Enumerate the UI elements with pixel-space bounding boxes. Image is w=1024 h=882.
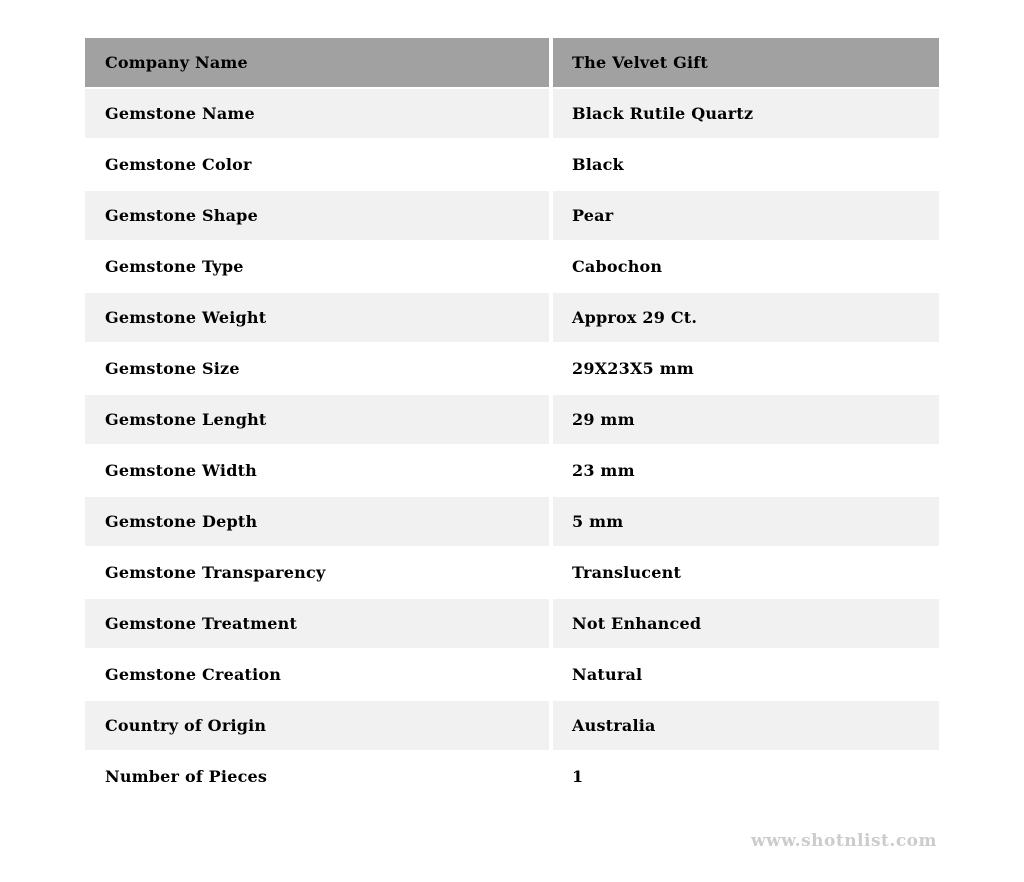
table-row xyxy=(85,395,939,446)
attribute-label: Gemstone Color xyxy=(85,140,553,191)
table-row xyxy=(85,293,939,344)
attribute-value: Pear xyxy=(553,191,939,242)
table-row xyxy=(85,89,939,140)
table-row xyxy=(85,548,939,599)
table-row xyxy=(85,191,939,242)
attribute-label: Gemstone Size xyxy=(85,344,553,395)
table-row xyxy=(85,497,939,548)
attribute-value: Approx 29 Ct. xyxy=(553,293,939,344)
product-attributes-table xyxy=(85,38,939,803)
attribute-value: Australia xyxy=(553,701,939,752)
attribute-label: Gemstone Width xyxy=(85,446,553,497)
attribute-value: Natural xyxy=(553,650,939,701)
attribute-value: Cabochon xyxy=(553,242,939,293)
attribute-value: Translucent xyxy=(553,548,939,599)
attribute-value: 5 mm xyxy=(553,497,939,548)
table-header-row xyxy=(85,38,939,89)
attribute-label: Gemstone Treatment xyxy=(85,599,553,650)
attribute-value: Not Enhanced xyxy=(553,599,939,650)
header-label-cell: Company Name xyxy=(85,38,553,89)
product-spec-table-container xyxy=(85,38,939,803)
table-row xyxy=(85,140,939,191)
attribute-label: Gemstone Lenght xyxy=(85,395,553,446)
attribute-value: 29X23X5 mm xyxy=(553,344,939,395)
attribute-label: Gemstone Name xyxy=(85,89,553,140)
attribute-label: Country of Origin xyxy=(85,701,553,752)
attribute-label: Number of Pieces xyxy=(85,752,553,803)
attribute-label: Gemstone Type xyxy=(85,242,553,293)
attribute-value: Black xyxy=(553,140,939,191)
header-value-cell: The Velvet Gift xyxy=(553,38,939,89)
table-row xyxy=(85,650,939,701)
attribute-label: Gemstone Weight xyxy=(85,293,553,344)
table-row xyxy=(85,752,939,803)
attribute-value: 1 xyxy=(553,752,939,803)
watermark: www.shotnlist.com xyxy=(750,831,937,851)
table-row xyxy=(85,446,939,497)
table-row xyxy=(85,701,939,752)
attribute-value: 29 mm xyxy=(553,395,939,446)
attribute-value: 23 mm xyxy=(553,446,939,497)
attribute-value: Black Rutile Quartz xyxy=(553,89,939,140)
table-row xyxy=(85,599,939,650)
table-row xyxy=(85,344,939,395)
attribute-label: Gemstone Shape xyxy=(85,191,553,242)
attribute-label: Gemstone Transparency xyxy=(85,548,553,599)
attribute-label: Gemstone Depth xyxy=(85,497,553,548)
table-row xyxy=(85,242,939,293)
attribute-label: Gemstone Creation xyxy=(85,650,553,701)
table-body xyxy=(85,89,939,803)
